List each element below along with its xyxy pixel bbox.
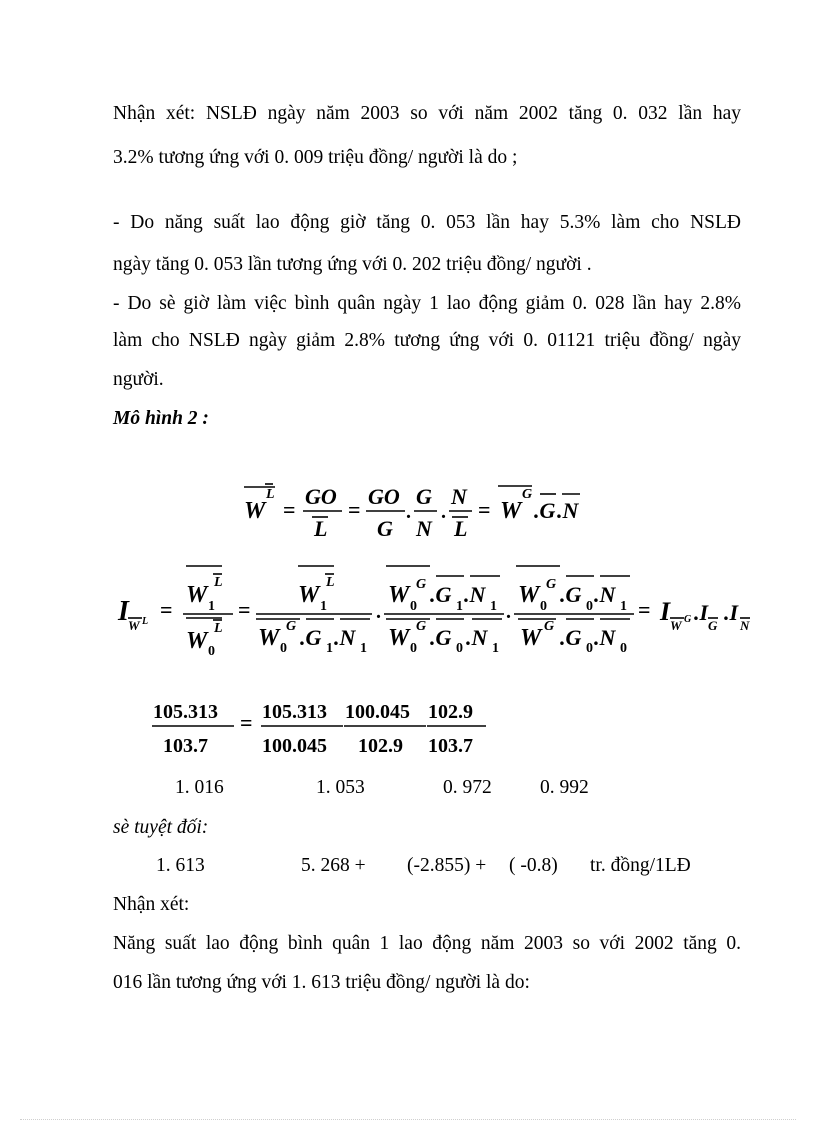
svg-text:N: N [740,618,750,633]
svg-text:G: G [416,619,427,634]
svg-text:G: G [286,619,297,634]
conclusion-title: Nhận xét: [113,894,190,915]
svg-text:.: . [376,601,381,623]
svg-text:.N: .N [464,582,486,607]
conclusion-line: 016 lần tương ứng với 1. 613 triệu đồng/ người là do: [113,972,530,993]
svg-text:.G: .G [430,582,452,607]
bullet-line: làm cho NSLĐ ngày giảm 2.8% tương ứng với 0. 01121 triệu đồng/ ngày [113,330,741,351]
svg-text:W: W [186,628,208,654]
svg-text:GO: GO [305,484,337,509]
factor2-numerator: 100.045 [345,701,410,723]
svg-text:W: W [258,625,280,651]
index-value: 1. 016 [175,777,224,798]
index-value: 1. 053 [316,777,365,798]
paragraph-line: Nhận xét: NSLĐ ngày năm 2003 so với năm 2002 tăng 0. 032 lần hay [113,103,741,124]
svg-text:1: 1 [620,599,627,614]
svg-text:.N: .N [466,625,488,650]
svg-text:.G: .G [560,582,582,607]
svg-text:I: I [118,596,129,627]
svg-text:N: N [451,484,467,509]
svg-text:I: I [660,597,671,626]
svg-text:.N: .N [557,498,579,523]
svg-text:.N: .N [334,625,356,650]
svg-text:0: 0 [208,644,215,659]
svg-text:0: 0 [410,641,417,656]
footer-divider [20,1119,796,1120]
formula-equation-1 [244,484,580,541]
svg-text:0: 0 [410,599,417,614]
absolute-label: sè tuyệt đối: [113,817,209,838]
svg-text:0: 0 [280,641,287,656]
svg-text:0: 0 [456,641,463,656]
svg-text:GO: GO [368,484,400,509]
svg-text:W: W [244,498,266,524]
lhs-denominator: 103.7 [163,735,208,757]
svg-text:L: L [142,616,149,627]
svg-text:.I: .I [694,600,709,625]
bullet-line: ngày tăng 0. 053 lần tương ứng với 0. 202 triệu đồng/ người . [113,254,592,275]
svg-text:W: W [128,618,140,633]
svg-text:G: G [708,618,718,633]
svg-text:L: L [266,487,275,502]
svg-text:0: 0 [620,641,627,656]
bullet-line: người. [113,369,164,390]
svg-text:W: W [388,582,410,608]
conclusion-line: Năng suất lao động bình quân 1 lao động năm 2003 so với 2002 tăng 0. [113,933,741,954]
svg-text:.G: .G [300,625,322,650]
svg-text:W: W [298,582,320,608]
svg-text:G: G [416,484,432,509]
svg-text:1: 1 [490,599,497,614]
svg-text:=: = [160,597,173,622]
svg-text:1: 1 [320,599,327,614]
svg-text:1: 1 [492,641,499,656]
lhs-numerator: 105.313 [153,701,218,723]
svg-text:.I: .I [724,600,739,625]
svg-text:G: G [684,614,692,625]
svg-text:.N: .N [594,625,616,650]
svg-text:W: W [520,625,542,651]
absolute-value: ( -0.8) [509,855,558,876]
svg-text:G: G [522,487,533,502]
bullet-line: - Do sè giờ làm việc bình quân ngày 1 lao động giảm 0. 028 lần hay 2.8% [113,293,741,314]
svg-text:.G: .G [534,498,556,523]
svg-text:L: L [454,516,468,541]
svg-text:.: . [441,501,446,523]
formula-numeric-equation [152,701,486,757]
bullet-line: - Do năng suất lao động giờ tăng 0. 053 lần hay 5.3% làm cho NSLĐ [113,212,741,233]
svg-text:G: G [546,577,557,592]
factor1-numerator: 105.313 [262,701,327,723]
svg-text:0: 0 [586,599,593,614]
svg-text:=: = [283,497,296,522]
svg-text:.: . [406,501,411,523]
factor1-denominator: 100.045 [262,735,327,757]
svg-text:1: 1 [456,599,463,614]
svg-text:=: = [238,597,251,622]
svg-text:.N: .N [594,582,616,607]
factor3-numerator: 102.9 [428,701,473,723]
svg-text:L: L [214,621,223,636]
svg-text:0: 0 [586,641,593,656]
svg-text:L: L [214,575,223,590]
svg-text:W: W [388,625,410,651]
index-value: 0. 972 [443,777,492,798]
svg-text:N: N [416,516,432,541]
absolute-value: 1. 613 [156,855,205,876]
factor3-denominator: 103.7 [428,735,473,757]
svg-text:W: W [186,582,208,608]
svg-text:1: 1 [360,641,367,656]
absolute-unit: tr. đồng/1LĐ [590,855,691,876]
svg-text:.G: .G [430,625,452,650]
svg-text:=: = [478,497,491,522]
svg-text:=: = [638,597,651,622]
svg-text:1: 1 [208,599,215,614]
index-value: 0. 992 [540,777,589,798]
svg-text:L: L [314,516,328,541]
factor2-denominator: 102.9 [358,735,403,757]
svg-text:L: L [326,575,335,590]
formula-equation-2 [117,566,750,659]
svg-text:G: G [416,577,427,592]
svg-text:W: W [518,582,540,608]
svg-text:.: . [506,601,511,623]
svg-text:=: = [240,710,253,735]
svg-text:1: 1 [326,641,333,656]
paragraph-line: 3.2% tương ứng với 0. 009 triệu đồng/ người là do ; [113,147,518,168]
svg-text:=: = [348,497,361,522]
svg-text:W: W [500,498,522,524]
svg-text:G: G [544,619,555,634]
absolute-value: (-2.855) + [407,855,487,876]
svg-text:.G: .G [560,625,582,650]
model-heading: Mô hình 2 : [113,408,209,429]
svg-text:0: 0 [540,599,547,614]
svg-text:G: G [377,516,393,541]
absolute-value: 5. 268 + [301,855,366,876]
svg-text:W: W [670,618,682,633]
